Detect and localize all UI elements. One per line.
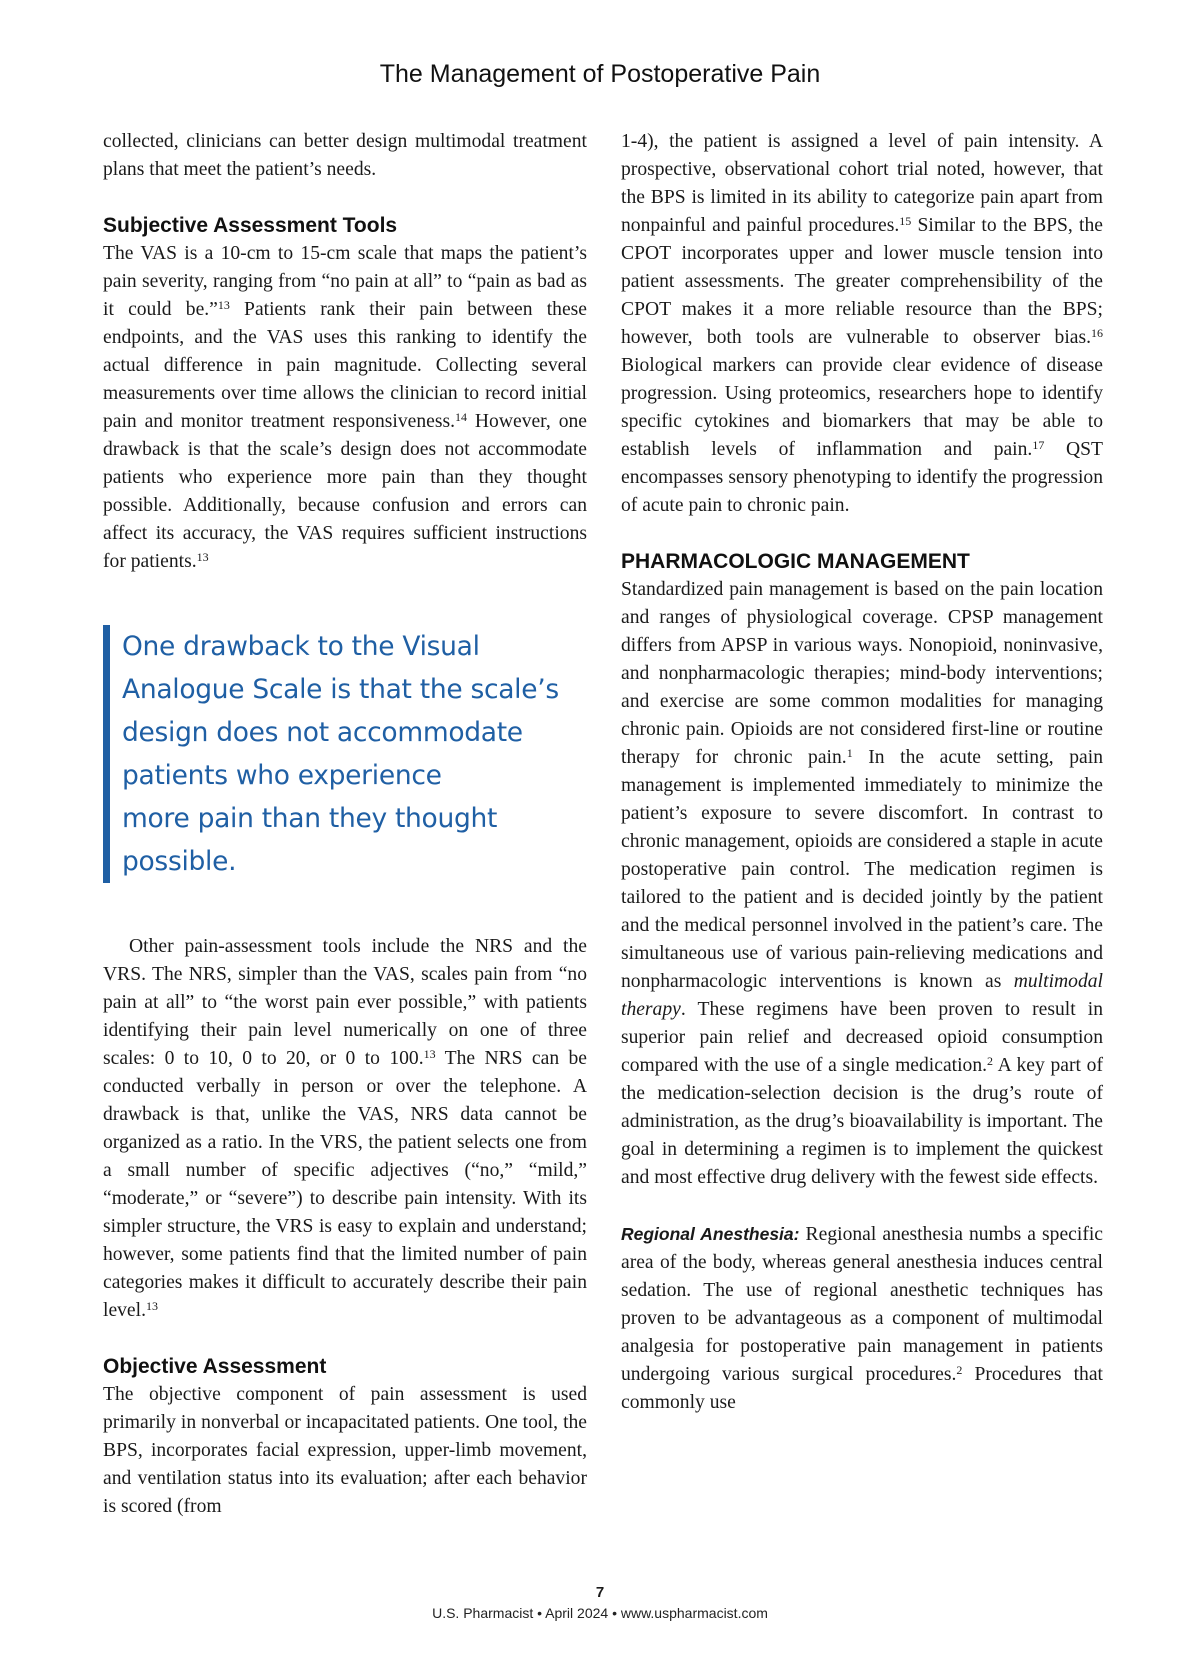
reference-13: 13: [145, 1299, 158, 1313]
reference-13: 13: [196, 550, 209, 564]
bps-cpot-paragraph: 1-4), the patient is assigned a level of pain intensity. A prospective, observational cohort trial noted, however, that the BPS is limited in its ability to categorize pain apart from nonpainful and painful procedures.$^{15}$ Similar to the BPS, the CPOT incorporates upper and lower muscle tension into patient assessments. The greater comprehensibility of the CPOT makes it a more reliable resource than the BPS; however, both tools are vulnerable to observer bias.$^{16}$ Biological markers can provide clear evidence of disease progression. Using proteomics, researchers hope to identify specific cytokines and biomarkers that may be able to establish levels of inflammation and pain.$^{17}$ QST encompasses sensory phenotyping to identify the progression of acute pain to chronic pain.: [621, 131, 1103, 516]
running-head: The Management of Postoperative Pain: [379, 60, 821, 88]
regional-anesthesia-paragraph: Regional Anesthesia: Regional anesthesia numbs a specific area of the body, whereas general anesthesia induces central sedation. The use of regional anesthetic techniques has proven to be advantageous as a component of multimodal analgesia for postoperative pain management in patients undergoing various surgical procedures.$^2$ Procedures that commonly use: [621, 1224, 1103, 1413]
objective-paragraph: The objective component of pain assessment is used primarily in nonverbal or incapacitated patients. One tool, the BPS, incorporates facial expression, upper-limb movement, and ventilation status into its evaluation; after each behavior is scored (from: [103, 1384, 587, 1517]
pull-quote-line: One drawback to the Visual: [122, 631, 480, 662]
pull-quote: [103, 625, 587, 883]
left-column: [103, 128, 587, 1521]
pull-quote-line: design does not accommodate: [122, 717, 523, 748]
vas-paragraph: The VAS is a 10-cm to 15-cm scale that maps the patient’s pain severity, ranging from “no pain at all” to “pain as bad as it could be.”$^{13}$ Patients rank their pain between these endpoints, and the VAS uses this ranking to identify the actual difference in pain magnitude. Collecting several measurements over time allows the clinician to record initial pain and monitor treatment responsiveness.$^{14}$ However, one drawback is that the scale’s design does not accommodate patients who experience more pain than they thought possible. Additionally, because confusion and errors can affect its accuracy, the VAS requires sufficient instructions for patients.$^{13}$: [103, 243, 587, 572]
nrs-vrs-paragraph: Other pain-assessment tools include the NRS and the VRS. The NRS, simpler than the VAS, scales pain from “no pain at all” to “the worst pain ever possible,” with patients identifying their pain level numerically on one of three scales: 0 to 10, 0 to 20, or 0 to 100.13 The NRS can be conducted verbally in person or over the telephone. A drawback is that, unlike the VAS, NRS data cannot be organized as a ratio. In the VRS, the patient selects one from a small number of specific adjectives (“no,” “mild,” “moderate,” or “severe”) to describe pain intensity. With its simpler structure, the VRS is easy to explain and understand; however, some patients find that the limited number of pain categories makes it difficult to accurately describe their pain level.$^{13}$: [103, 936, 587, 1321]
page-number: 7: [595, 1584, 605, 1601]
reference-2: 2: [987, 1054, 994, 1068]
reference-2: 2: [956, 1363, 963, 1377]
right-column: [621, 128, 1103, 1417]
pull-quote-line: Analogue Scale is that the scale’s: [122, 674, 559, 705]
publication-footer: U.S. Pharmacist • April 2024 • www.uspharmacist.com: [432, 1605, 768, 1621]
reference-13: 13: [423, 1047, 436, 1061]
intro-paragraph: collected, clinicians can better design multimodal treatment plans that meet the patient’s needs.: [103, 131, 587, 180]
reference-13: 13: [217, 298, 230, 312]
pull-quote-line: more pain than they thought: [122, 803, 498, 834]
reference-15: 15: [899, 214, 912, 228]
pharmacologic-paragraph: Standardized pain management is based on the pain location and ranges of physiological coverage. CPSP management differs from APSP in various ways. Nonopioid, noninvasive, and nonpharmacologic therapies; mind-body interventions; and exercise are some common modalities for managing chronic pain. Opioids are not considered first-line or routine therapy for chronic pain.$^1$ In the acute setting, pain management is implemented immediately to minimize the patient’s exposure to severe discomfort. In contrast to chronic management, opioids are considered a staple in acute postoperative pain control. The medication regimen is tailored to the patient and is decided jointly by the patient and the medical personnel involved in the patient’s care. The simultaneous use of various pain-relieving medications and nonpharmacologic interventions is known as multimodal therapy. These regimens have been proven to result in superior pain relief and decreased opioid consumption compared with the use of a single medication.$^2$ A key part of the medication-selection decision is the drug’s route of administration, as the drug’s bioavailability is important. The goal in determining a regimen is to implement the quickest and most effective drug delivery with the fewest side effects.: [621, 579, 1103, 1188]
pull-quote-line: patients who experience: [122, 760, 442, 791]
reference-1: 1: [846, 746, 853, 760]
subjective-tools-heading: Subjective Assessment Tools: [103, 214, 398, 237]
regional-anesthesia-run-in-heading: Regional Anesthesia:: [621, 1224, 800, 1244]
reference-16: 16: [1091, 326, 1103, 340]
multimodal-therapy-term: multimodal therapy: [621, 971, 1103, 1020]
objective-assessment-heading: Objective Assessment: [103, 1355, 327, 1378]
pharmacologic-management-heading: PHARMACOLOGIC MANAGEMENT: [621, 550, 970, 573]
reference-17: 17: [1032, 438, 1045, 452]
pull-quote-line: possible.: [122, 846, 237, 877]
reference-14: 14: [455, 410, 468, 424]
